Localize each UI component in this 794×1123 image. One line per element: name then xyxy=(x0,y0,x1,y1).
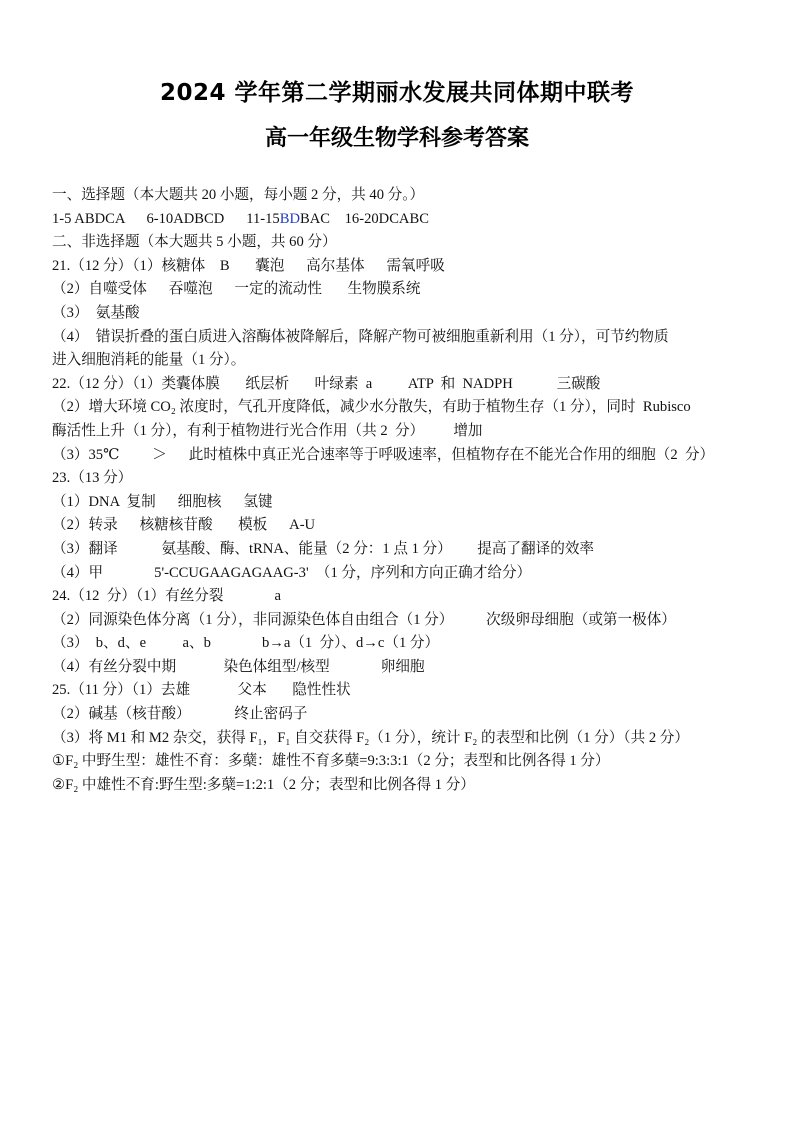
q23-line-2: （2）转录 核糖核苷酸 模板 A-U xyxy=(52,517,316,534)
q23-line-4: （4）甲 5'-CCUGAAGAGAAG-3' （1 分，序列和方向正确才给分） xyxy=(52,564,532,581)
choice-answers-11-15-prefix: 11-15 xyxy=(246,210,280,227)
q22-line-4: （3）35℃ ＞ 此时植株中真正光合速率等于呼吸速率，但植物存在不能光合作用的细胞（2 分） xyxy=(52,446,715,463)
section-2-heading: 二、非选择题（本大题共 5 小题，共 60 分） xyxy=(52,234,337,251)
q22-line-1: 22.（12 分）（1）类囊体膜 纸层析 叶绿素 a ATP 和 NADPH 三碳酸 xyxy=(52,375,601,392)
q25-line-4: ①F₂ 中野生型：雄性不育：多蘖：雄性不育多蘖=9:3:3:1（2 分；表型和比例各得 1 分） xyxy=(52,753,610,770)
q21-line-1: 21.（12 分）（1）核糖体 B 囊泡 高尔基体 需氧呼吸 xyxy=(52,257,445,274)
section-1-heading: 一、选择题（本大题共 20 小题，每小题 2 分，共 40 分。） xyxy=(52,187,425,203)
q25-line-2: （2）碱基（核苷酸） 终止密码子 xyxy=(52,706,308,723)
answer-body xyxy=(52,184,752,797)
q23-heading: 23.（13 分） xyxy=(52,470,133,487)
choice-answers-16-20: 16-20DCABC xyxy=(344,210,429,227)
q25-line-5: ②F₂ 中雄性不育:野生型:多蘖=1:2:1（2 分；表型和比例各得 1 分） xyxy=(52,776,475,793)
q23-line-1: （1）DNA 复制 细胞核 氢键 xyxy=(52,493,273,510)
choice-answers-1-5: 1-5 ABDCA xyxy=(52,210,125,227)
q24-line-4: （4）有丝分裂中期 染色体组型/核型 卵细胞 xyxy=(52,658,425,675)
choice-answers-11-15-highlight: BD xyxy=(279,210,300,227)
q25-line-3: （3）将 M1 和 M2 杂交，获得 F₁，F₁ 自交获得 F₂（1 分），统计 F₂ 的表型和比例（1 分）（共 2 分） xyxy=(52,729,689,746)
q21-line-4: （4） 错误折叠的蛋白质进入溶酶体被降解后，降解产物可被细胞重新利用（1 分），可节约物质 xyxy=(52,328,669,345)
q24-line-2: （2）同源染色体分离（1 分），非同源染色体自由组合（1 分） 次级卵母细胞（或第一极体） xyxy=(52,611,676,628)
choice-answers-11-15-suffix: BAC xyxy=(300,210,331,227)
q23-line-3: （3）翻译 氨基酸、酶、tRNA、能量（2 分：1 点 1 分） 提高了翻译的效率 xyxy=(52,540,595,557)
q25-line-1: 25.（11 分）（1）去雄 父本 隐性性状 xyxy=(52,682,351,699)
q22-line-3: 酶活性上升（1 分），有利于植物进行光合作用（共 2 分） 增加 xyxy=(52,422,483,439)
q21-line-2: （2）自噬受体 吞噬泡 一定的流动性 生物膜系统 xyxy=(52,281,421,298)
page-title: 2024 学年第二学期丽水发展共同体期中联考 xyxy=(159,80,635,106)
q24-line-1: 24.（12 分）（1）有丝分裂 a xyxy=(52,588,282,605)
choice-answers-line xyxy=(52,208,752,232)
q21-line-5: 进入细胞消耗的能量（1 分）。 xyxy=(52,352,246,369)
page-subtitle: 高一年级生物学科参考答案 xyxy=(264,126,529,151)
choice-answers-6-10: 6-10ADBCD xyxy=(146,210,225,227)
q21-line-3: （3） 氨基酸 xyxy=(52,304,140,321)
q24-line-3: （3） b、d、e a、b b→a（1 分）、d→c（1 分） xyxy=(52,635,440,652)
q22-line-2: （2）增大环境 CO₂ 浓度时，气孔开度降低，减少水分散失，有助于植物生存（1 分），同时 Rubisco xyxy=(52,399,691,416)
